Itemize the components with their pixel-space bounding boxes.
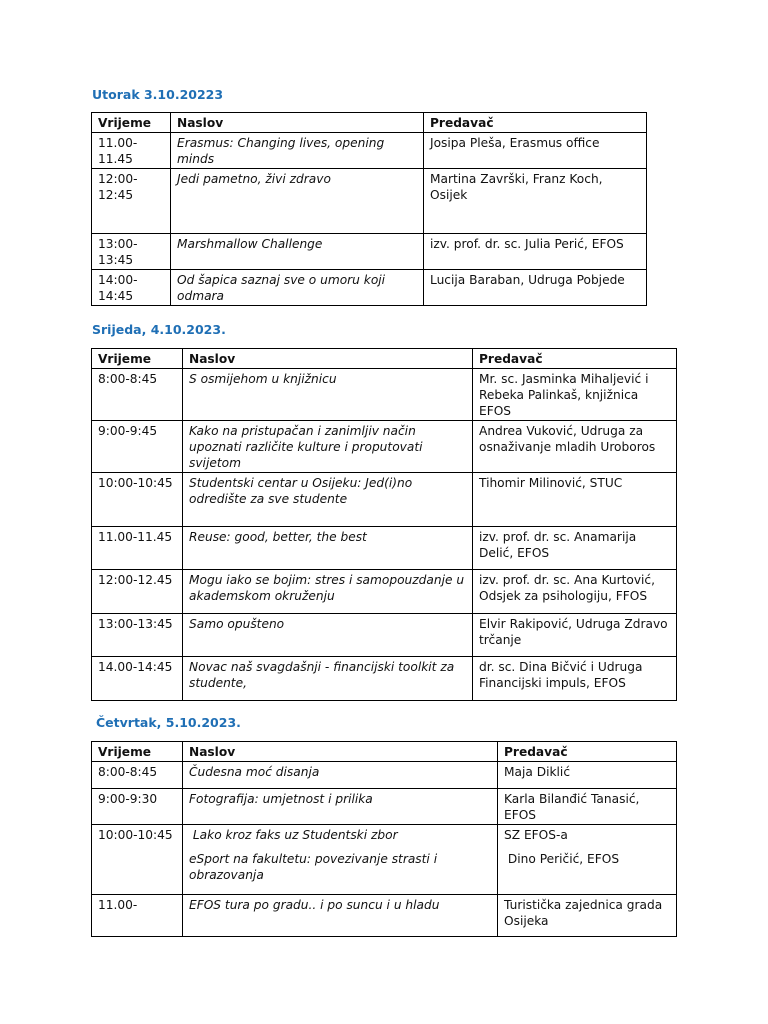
cell-time: 14.00-14:45 xyxy=(92,657,183,701)
schedule-table-tuesday xyxy=(91,112,647,306)
table-row xyxy=(92,825,677,895)
cell-time: 8:00-8:45 xyxy=(92,762,183,789)
table-row xyxy=(92,527,677,570)
column-header-title: Naslov xyxy=(183,349,473,369)
table-row xyxy=(92,895,677,937)
cell-time: 8:00-8:45 xyxy=(92,369,183,421)
cell-speaker: izv. prof. dr. sc. Julia Perić, EFOS xyxy=(424,234,647,270)
table-row xyxy=(92,369,677,421)
cell-time: 12:00-12:45 xyxy=(92,169,171,234)
cell-title: Kako na pristupačan i zanimljiv način upoznati različite kulture i proputovati svijetom xyxy=(183,421,473,473)
table-row xyxy=(92,234,647,270)
table-row xyxy=(92,133,647,169)
cell-time: 13:00-13:45 xyxy=(92,614,183,657)
table-header-row xyxy=(92,113,647,133)
cell-speaker xyxy=(498,825,677,895)
cell-time: 12:00-12.45 xyxy=(92,570,183,614)
cell-title: Čudesna moć disanja xyxy=(183,762,498,789)
table-row xyxy=(92,473,677,527)
column-header-speaker: Predavač xyxy=(424,113,647,133)
column-header-title: Naslov xyxy=(183,742,498,762)
cell-title: Novac naš svagdašnji - financijski toolkit za studente, xyxy=(183,657,473,701)
table-header-row xyxy=(92,349,677,369)
column-header-time: Vrijeme xyxy=(92,349,183,369)
cell-title: Mogu iako se bojim: stres i samopouzdanje u akademskom okruženju xyxy=(183,570,473,614)
cell-speaker: Tihomir Milinović, STUC xyxy=(473,473,677,527)
cell-speaker: izv. prof. dr. sc. Ana Kurtović, Odsjek za psihologiju, FFOS xyxy=(473,570,677,614)
spacer xyxy=(504,843,670,851)
column-header-speaker: Predavač xyxy=(498,742,677,762)
column-header-speaker: Predavač xyxy=(473,349,677,369)
cell-time: 9:00-9:30 xyxy=(92,789,183,825)
day-title-thursday: Četvrtak, 5.10.2023. xyxy=(96,715,241,730)
cell-title: Studentski centar u Osijeku: Jed(i)no odredište za sve studente xyxy=(183,473,473,527)
cell-time: 10:00-10:45 xyxy=(92,473,183,527)
cell-title: Fotografija: umjetnost i prilika xyxy=(183,789,498,825)
cell-speaker: dr. sc. Dina Bičvić i Udruga Financijski impuls, EFOS xyxy=(473,657,677,701)
cell-time: 14:00-14:45 xyxy=(92,270,171,306)
table-row xyxy=(92,421,677,473)
column-header-time: Vrijeme xyxy=(92,742,183,762)
cell-title: Marshmallow Challenge xyxy=(171,234,424,270)
column-header-time: Vrijeme xyxy=(92,113,171,133)
table-row xyxy=(92,789,677,825)
cell-time: 10:00-10:45 xyxy=(92,825,183,895)
cell-speaker: Martina Završki, Franz Koch, Osijek xyxy=(424,169,647,234)
cell-time: 13:00-13:45 xyxy=(92,234,171,270)
cell-speaker: Mr. sc. Jasminka Mihaljević i Rebeka Palinkaš, knjižnica EFOS xyxy=(473,369,677,421)
cell-title: Samo opušteno xyxy=(183,614,473,657)
column-header-title: Naslov xyxy=(171,113,424,133)
cell-title: S osmijehom u knjižnicu xyxy=(183,369,473,421)
table-row xyxy=(92,614,677,657)
cell-speaker: Elvir Rakipović, Udruga Zdravo trčanje xyxy=(473,614,677,657)
cell-speaker: Lucija Baraban, Udruga Pobjede xyxy=(424,270,647,306)
cell-time: 11.00-11.45 xyxy=(92,527,183,570)
cell-time: 11.00-11.45 xyxy=(92,133,171,169)
table-row xyxy=(92,270,647,306)
table-row xyxy=(92,657,677,701)
cell-speaker: Josipa Pleša, Erasmus office xyxy=(424,133,647,169)
cell-speaker: Andrea Vuković, Udruga za osnaživanje mladih Uroboros xyxy=(473,421,677,473)
cell-time: 11.00- xyxy=(92,895,183,937)
cell-title: Jedi pametno, živi zdravo xyxy=(171,169,424,234)
day-title-tuesday: Utorak 3.10.20223 xyxy=(92,87,224,102)
table-row xyxy=(92,169,647,234)
cell-title: Reuse: good, better, the best xyxy=(183,527,473,570)
cell-speaker-line: SZ EFOS-a xyxy=(504,828,568,842)
schedule-table-wednesday xyxy=(91,348,677,701)
cell-title: Erasmus: Changing lives, opening minds xyxy=(171,133,424,169)
table-row xyxy=(92,570,677,614)
cell-speaker: Turistička zajednica grada Osijeka xyxy=(498,895,677,937)
table-header-row xyxy=(92,742,677,762)
cell-speaker: Karla Bilanđić Tanasić, EFOS xyxy=(498,789,677,825)
table-row xyxy=(92,762,677,789)
day-title-wednesday: Srijeda, 4.10.2023. xyxy=(92,322,226,337)
cell-title: Od šapica saznaj sve o umoru koji odmara xyxy=(171,270,424,306)
schedule-table-thursday xyxy=(91,741,677,937)
cell-title: EFOS tura po gradu.. i po suncu i u hladu xyxy=(183,895,498,937)
cell-title-line: eSport na fakultetu: povezivanje strasti i obrazovanja xyxy=(189,852,438,882)
cell-speaker-line: Dino Peričić, EFOS xyxy=(504,852,620,866)
cell-title-line: Lako kroz faks uz Studentski zbor xyxy=(189,828,398,842)
cell-speaker: Maja Diklić xyxy=(498,762,677,789)
cell-speaker: izv. prof. dr. sc. Anamarija Delić, EFOS xyxy=(473,527,677,570)
cell-time: 9:00-9:45 xyxy=(92,421,183,473)
cell-title xyxy=(183,825,498,895)
spacer xyxy=(189,843,491,851)
